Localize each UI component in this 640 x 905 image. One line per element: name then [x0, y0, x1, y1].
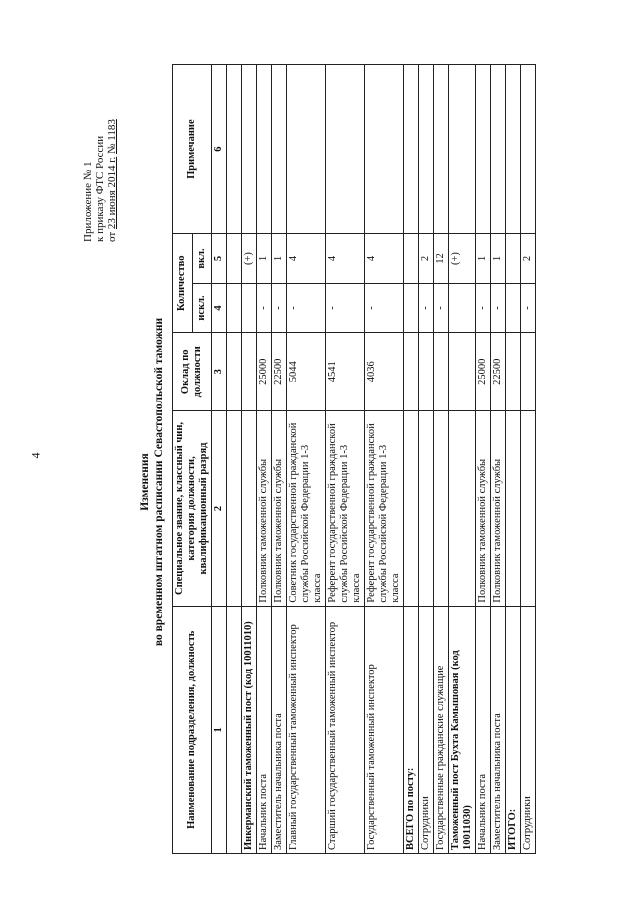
cell-rank [434, 411, 449, 606]
col-number: 3 [212, 333, 227, 411]
cell-excl: - [365, 283, 404, 332]
table-row [227, 65, 242, 854]
table-row [491, 65, 506, 854]
table-row [449, 65, 476, 854]
cell-excl: - [491, 283, 506, 332]
cell-name: ВСЕГО по посту: [404, 606, 419, 853]
cell-salary: 22500 [491, 333, 506, 411]
appendix-line-2: к приказу ФТС России [94, 135, 106, 242]
cell-note [404, 65, 419, 234]
cell-incl: 2 [521, 234, 536, 283]
cell-name [227, 606, 242, 853]
table-row [521, 65, 536, 854]
cell-incl: 2 [419, 234, 434, 283]
cell-excl [242, 283, 257, 332]
cell-incl: 1 [491, 234, 506, 283]
cell-excl: - [521, 283, 536, 332]
cell-note [434, 65, 449, 234]
cell-note [365, 65, 404, 234]
cell-incl: (+) [449, 234, 476, 283]
cell-excl [506, 283, 521, 332]
table-row [419, 65, 434, 854]
cell-rank [404, 411, 419, 606]
table-row [242, 65, 257, 854]
cell-note [287, 65, 326, 234]
cell-incl: 4 [365, 234, 404, 283]
cell-note [506, 65, 521, 234]
cell-name: Таможенный пост Бухта Камышовая (код 10011030) [449, 606, 476, 853]
cell-rank: Полковник таможенной службы [491, 411, 506, 606]
cell-salary: 25000 [476, 333, 491, 411]
cell-note [491, 65, 506, 234]
header-salary: Оклад по должности [173, 333, 212, 411]
cell-excl: - [419, 283, 434, 332]
cell-salary: 4036 [365, 333, 404, 411]
appendix-prefix: от [106, 231, 118, 242]
cell-rank: Советник государственной гражданской службы Российской Федерации 1-3 класса [287, 411, 326, 606]
appendix-block [82, 92, 118, 242]
cell-excl: - [272, 283, 287, 332]
cell-rank: Полковник таможенной службы [272, 411, 287, 606]
cell-salary [227, 333, 242, 411]
appendix-order-no: № 1183 [106, 119, 118, 154]
cell-name: Заместитель начальника поста [491, 606, 506, 853]
cell-rank [227, 411, 242, 606]
cell-excl: - [434, 283, 449, 332]
cell-name: Сотрудники [419, 606, 434, 853]
cell-rank [419, 411, 434, 606]
cell-name: Заместитель начальника поста [272, 606, 287, 853]
cell-rank: Референт государственной гражданской службы Российской Федерации 1-3 класса [326, 411, 365, 606]
table-row [434, 65, 449, 854]
cell-note [419, 65, 434, 234]
cell-salary: 5044 [287, 333, 326, 411]
table-row [272, 65, 287, 854]
cell-rank [242, 411, 257, 606]
cell-excl: - [476, 283, 491, 332]
table-row [257, 65, 272, 854]
cell-name: Государственные гражданские служащие [434, 606, 449, 853]
appendix-date: 23 июня 2014 г. [106, 156, 118, 230]
cell-incl [506, 234, 521, 283]
cell-name: Начальник поста [257, 606, 272, 853]
header-excl: искл. [192, 283, 212, 332]
table-body [227, 65, 536, 854]
cell-incl: 1 [476, 234, 491, 283]
cell-salary [449, 333, 476, 411]
header-quantity: Количество [173, 234, 193, 333]
header-rank: Специальное звание, классный чин, категория должности, квалификационный разряд [173, 411, 212, 606]
cell-name: Начальник поста [476, 606, 491, 853]
cell-rank [506, 411, 521, 606]
header-incl: вкл. [192, 234, 212, 283]
cell-note [521, 65, 536, 234]
cell-excl [227, 283, 242, 332]
cell-note [449, 65, 476, 234]
col-number: 6 [212, 65, 227, 234]
cell-note [257, 65, 272, 234]
cell-salary: 4541 [326, 333, 365, 411]
cell-incl: 4 [287, 234, 326, 283]
cell-note [242, 65, 257, 234]
rotated-document [80, 72, 640, 892]
cell-rank: Референт государственной гражданской службы Российской Федерации 1-3 класса [365, 411, 404, 606]
cell-excl: - [326, 283, 365, 332]
cell-incl: (+) [242, 234, 257, 283]
cell-note [272, 65, 287, 234]
cell-name: Сотрудники [521, 606, 536, 853]
cell-excl [404, 283, 419, 332]
table-row [506, 65, 521, 854]
cell-note [326, 65, 365, 234]
page-number: 4 [28, 452, 43, 459]
col-number: 5 [212, 234, 227, 283]
cell-note [476, 65, 491, 234]
cell-salary [521, 333, 536, 411]
table-row [404, 65, 419, 854]
cell-name: Государственный таможенный инспектор [365, 606, 404, 853]
cell-salary [404, 333, 419, 411]
cell-excl: - [257, 283, 272, 332]
col-number: 4 [212, 283, 227, 332]
col-number: 2 [212, 411, 227, 606]
appendix-line-1: Приложение № 1 [82, 161, 94, 242]
cell-incl [404, 234, 419, 283]
cell-rank: Полковник таможенной службы [257, 411, 272, 606]
document-title [138, 72, 166, 892]
cell-incl: 4 [326, 234, 365, 283]
cell-salary [242, 333, 257, 411]
cell-rank: Полковник таможенной службы [476, 411, 491, 606]
cell-incl: 12 [434, 234, 449, 283]
cell-name: ИТОГО: [506, 606, 521, 853]
table-row [365, 65, 404, 854]
cell-excl [449, 283, 476, 332]
cell-incl: 1 [272, 234, 287, 283]
title-line-1: Изменения [139, 453, 151, 511]
column-number-row [212, 65, 227, 854]
cell-rank [521, 411, 536, 606]
table-row [326, 65, 365, 854]
table-row [476, 65, 491, 854]
cell-salary [506, 333, 521, 411]
cell-salary [419, 333, 434, 411]
staff-table [172, 64, 536, 854]
cell-name: Старший государственный таможенный инспектор [326, 606, 365, 853]
cell-salary: 22500 [272, 333, 287, 411]
cell-salary [434, 333, 449, 411]
cell-salary: 25000 [257, 333, 272, 411]
cell-rank [449, 411, 476, 606]
col-number: 1 [212, 606, 227, 853]
appendix-line-3 [106, 92, 118, 242]
table-row [287, 65, 326, 854]
title-line-2: во временном штатном расписании Севастопольской таможни [153, 317, 165, 647]
header-note: Примечание [173, 65, 212, 234]
cell-name: Инкерманский таможенный пост (код 10011010) [242, 606, 257, 853]
cell-incl: 1 [257, 234, 272, 283]
header-name: Наименование подразделения, должность [173, 606, 212, 853]
cell-incl [227, 234, 242, 283]
cell-name: Главный государственный таможенный инспектор [287, 606, 326, 853]
cell-note [227, 65, 242, 234]
cell-excl: - [287, 283, 326, 332]
